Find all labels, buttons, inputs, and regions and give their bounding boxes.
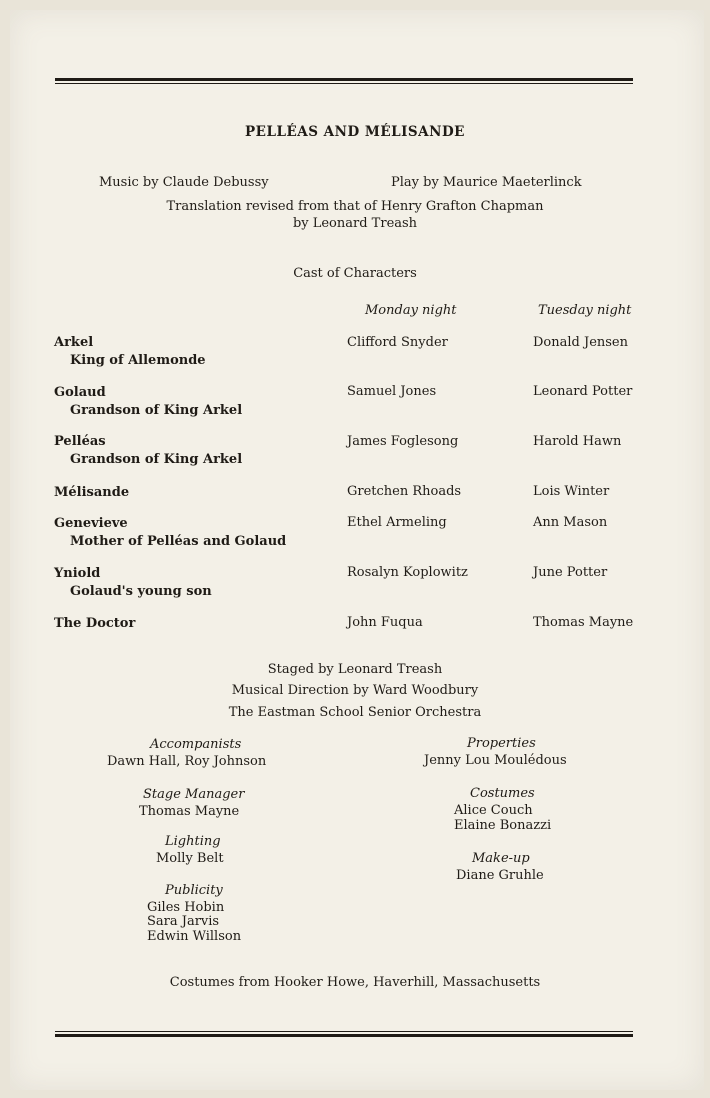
accompanists: Dawn Hall, Roy Johnson <box>107 754 267 769</box>
staged-by: Staged by Leonard Treash <box>267 662 443 677</box>
cast-role: Golaud <box>54 385 106 400</box>
cast-monday: Clifford Snyder <box>347 335 448 350</box>
cast-tuesday: Donald Jensen <box>533 335 628 350</box>
properties: Jenny Lou Moulédous <box>424 753 567 768</box>
cast-monday: John Fuqua <box>347 615 423 630</box>
lighting: Molly Belt <box>156 851 224 866</box>
orchestra-credit: The Eastman School Senior Orchestra <box>228 705 482 720</box>
publicity-name: Edwin Willson <box>147 929 242 944</box>
cast-role-description: King of Allemonde <box>70 353 206 368</box>
cast-tuesday: Lois Winter <box>533 484 610 499</box>
cast-monday: Ethel Armeling <box>347 515 447 530</box>
top-double-rule <box>55 78 633 84</box>
column-monday-night: Monday night <box>365 303 457 318</box>
cast-tuesday: June Potter <box>533 565 608 580</box>
cast-role: Genevieve <box>54 516 128 531</box>
cast-role: The Doctor <box>54 616 136 631</box>
publicity-name: Sara Jarvis <box>147 914 220 929</box>
translation-line-1: Translation revised from that of Henry Grafton Chapman <box>166 199 544 214</box>
cast-monday: Gretchen Rhoads <box>347 484 462 499</box>
costumes-source: Costumes from Hooker Howe, Haverhill, Massachusetts <box>169 975 541 990</box>
costumes-name: Alice Couch <box>454 803 533 818</box>
cast-tuesday: Thomas Mayne <box>533 615 634 630</box>
cast-tuesday: Ann Mason <box>533 515 608 530</box>
cast-monday: Samuel Jones <box>347 384 437 399</box>
cast-role: Arkel <box>54 335 94 350</box>
cast-role: Mélisande <box>54 485 130 500</box>
makeup-heading: Make-up <box>472 851 530 866</box>
publicity-name: Giles Hobin <box>147 900 225 915</box>
stage-manager-heading: Stage Manager <box>143 787 245 802</box>
cast-role-description: Grandson of King Arkel <box>70 452 243 467</box>
publicity-heading: Publicity <box>165 883 223 898</box>
column-tuesday-night: Tuesday night <box>538 303 632 318</box>
bottom-double-rule <box>55 1031 633 1037</box>
musical-direction: Musical Direction by Ward Woodbury <box>231 683 479 698</box>
cast-monday: James Foglesong <box>347 434 459 449</box>
stage-manager: Thomas Mayne <box>139 804 240 819</box>
cast-tuesday: Leonard Potter <box>533 384 633 399</box>
cast-role-description: Grandson of King Arkel <box>70 403 243 418</box>
makeup: Diane Gruhle <box>456 868 544 883</box>
cast-role-description: Golaud's young son <box>70 584 212 599</box>
cast-monday: Rosalyn Koplowitz <box>347 565 468 580</box>
costumes-name: Elaine Bonazzi <box>454 818 552 833</box>
cast-role: Pelléas <box>54 434 106 449</box>
cast-role: Yniold <box>54 566 101 581</box>
program-page <box>10 10 704 1090</box>
music-credit: Music by Claude Debussy <box>99 175 269 190</box>
properties-heading: Properties <box>467 736 536 751</box>
program-title: PELLÉAS AND MÉLISANDE <box>245 124 465 140</box>
costumes-heading: Costumes <box>470 786 535 801</box>
accompanists-heading: Accompanists <box>150 737 242 752</box>
play-credit: Play by Maurice Maeterlinck <box>391 175 582 190</box>
lighting-heading: Lighting <box>165 834 221 849</box>
translation-line-2: by Leonard Treash <box>292 216 418 231</box>
cast-tuesday: Harold Hawn <box>533 434 622 449</box>
cast-role-description: Mother of Pelléas and Golaud <box>70 534 287 549</box>
cast-heading: Cast of Characters <box>293 266 417 281</box>
